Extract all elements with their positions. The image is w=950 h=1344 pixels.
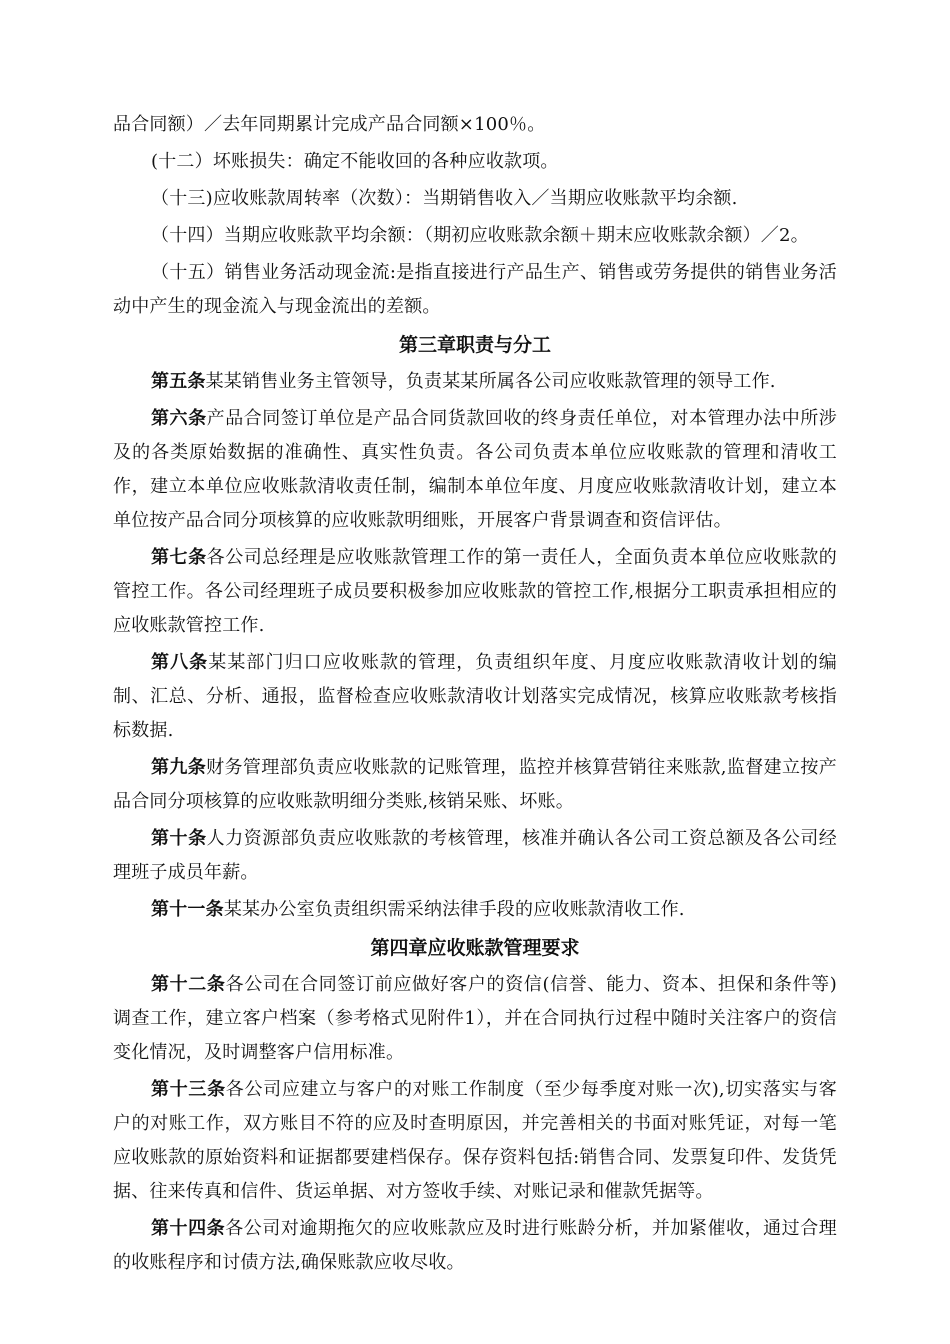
article-label: 第八条 bbox=[151, 652, 209, 673]
article-text: 各公司在合同签订前应做好客户的资信(信誉、能力、资本、担保和条件等)调查工作，建立客户档案（参考格式见附件1），并在合同执行过程中随时关注客户的资信变化情况，及时调整客户信用标准。 bbox=[113, 974, 837, 1063]
paragraph: （十三)应收账款周转率（次数）：当期销售收入／当期应收账款平均余额. bbox=[151, 188, 738, 209]
paragraph: (十二）坏账损失：确定不能收回的各种应收款项。 bbox=[151, 151, 559, 172]
article-text: 各公司对逾期拖欠的应收账款应及时进行账龄分析，并加紧催收，通过合理的收账程序和讨债方法,确保账款应收尽收。 bbox=[113, 1218, 837, 1273]
article-label: 第六条 bbox=[151, 408, 207, 429]
article-label: 第十条 bbox=[151, 828, 207, 849]
article-paragraph bbox=[113, 968, 837, 1070]
article-paragraph bbox=[113, 646, 837, 748]
paragraph: （十四）当期应收账款平均余额：（期初应收账款余额＋期末应收账款余额）／2。 bbox=[151, 225, 809, 246]
paragraph: （十五）销售业务活动现金流:是指直接进行产品生产、销售或劳务提供的销售业务活动中产生的现金流入与现金流出的差额。 bbox=[113, 262, 837, 317]
document-body bbox=[113, 108, 837, 1283]
article-label: 第十四条 bbox=[151, 1218, 226, 1239]
article-text: 各公司总经理是应收账款管理工作的第一责任人，全面负责本单位应收账款的管控工作。各公司经理班子成员要积极参加应收账款的管控工作,根据分工职责承担相应的应收账款管控工作. bbox=[113, 547, 837, 636]
article-label: 第十二条 bbox=[151, 974, 226, 995]
article-label: 第五条 bbox=[151, 371, 206, 392]
article-text: 某某办公室负责组织需采纳法律手段的应收账款清收工作. bbox=[223, 899, 685, 920]
chapter-heading: 第三章职责与分工 bbox=[398, 334, 551, 356]
article-text: 人力资源部负责应收账款的考核管理，核准并确认各公司工资总额及各公司经理班子成员年薪。 bbox=[113, 828, 837, 883]
article-paragraph bbox=[113, 1073, 837, 1209]
article-text: 财务管理部负责应收账款的记账管理，监控并核算营销往来账款,监督建立按产品合同分项核算的应收账款明细分类账,核销呆账、坏账。 bbox=[113, 757, 837, 812]
article-text: 产品合同签订单位是产品合同货款回收的终身责任单位，对本管理办法中所涉及的各类原始数据的准确性、真实性负责。各公司负责本单位应收账款的管理和清收工作，建立本单位应收账款清收责任制，编制本单位年度、月度应收账款清收计划，建立本单位按产品合同分项核算的应收账款明细账，开展客户背景调查和资信评估。 bbox=[113, 408, 837, 531]
article-label: 第十一条 bbox=[151, 899, 224, 920]
article-text: 各公司应建立与客户的对账工作制度（至少每季度对账一次),切实落实与客户的对账工作，双方账目不符的应及时查明原因，并完善相关的书面对账凭证，对每一笔应收账款的原始资料和证据都要建档保存。保存资料包括:销售合同、发票复印件、发货凭据、往来传真和信件、货运单据、对方签收手续、对账记录和催款凭据等。 bbox=[113, 1079, 837, 1202]
article-paragraph bbox=[113, 365, 837, 399]
article-text: 某某部门归口应收账款的管理，负责组织年度、月度应收账款清收计划的编制、汇总、分析、通报，监督检查应收账款清收计划落实完成情况，核算应收账款考核指标数据. bbox=[113, 652, 837, 741]
chapter-heading: 第四章应收账款管理要求 bbox=[370, 937, 580, 959]
article-label: 第十三条 bbox=[151, 1079, 226, 1100]
article-label: 第九条 bbox=[151, 757, 207, 778]
article-text: 某某销售业务主管领导，负责某某所属各公司应收账款管理的领导工作. bbox=[205, 371, 776, 392]
article-paragraph bbox=[113, 1212, 837, 1280]
paragraph: 品合同额）／去年同期累计完成产品合同额×100％。 bbox=[113, 114, 546, 135]
article-paragraph bbox=[113, 402, 837, 538]
article-paragraph bbox=[113, 822, 837, 890]
article-paragraph bbox=[113, 541, 837, 643]
article-paragraph bbox=[113, 893, 837, 927]
article-paragraph bbox=[113, 751, 837, 819]
article-label: 第七条 bbox=[151, 547, 207, 568]
